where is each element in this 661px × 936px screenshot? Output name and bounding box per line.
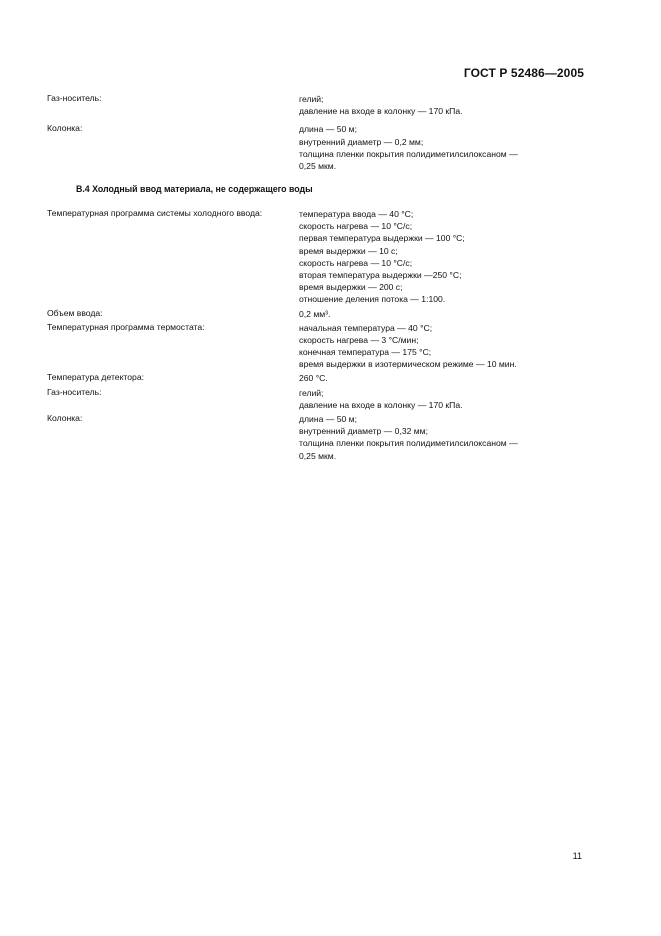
- param-value-line: толщина пленки покрытия полидиметилсилоксаном —: [299, 438, 518, 449]
- param-value-line: давление на входе в колонку — 170 кПа.: [299, 106, 463, 117]
- section-title: В.4 Холодный ввод материала, не содержащего воды: [76, 184, 313, 194]
- param-label: Объем ввода:: [47, 307, 103, 318]
- param-value-line: длина — 50 м;: [299, 414, 357, 424]
- param-row-column: [47, 413, 592, 462]
- param-value-line: время выдержки — 200 с;: [299, 282, 403, 293]
- param-label: Температура детектора:: [47, 372, 144, 383]
- param-value: [299, 387, 592, 411]
- param-value: [299, 322, 592, 371]
- document-standard-header: ГОСТ Р 52486—2005: [463, 66, 584, 80]
- param-value-line: скорость нагрева — 10 °С/с;: [299, 257, 413, 268]
- param-value-line: 0,25 мкм.: [299, 160, 337, 171]
- param-row-carrier-gas: [47, 93, 592, 117]
- param-value-line: толщина пленки покрытия полидиметилсилоксаном —: [299, 148, 518, 159]
- param-value-line: скорость нагрева — 3 °С/мин;: [299, 334, 419, 345]
- param-value-line: гелий;: [299, 94, 324, 104]
- param-label: Колонка:: [47, 123, 83, 134]
- param-row-column: [47, 123, 592, 172]
- param-value-line: 0,2 мм³.: [299, 308, 331, 319]
- param-value: [299, 208, 592, 306]
- param-row-injection-volume: [47, 308, 592, 320]
- parameters-block-1: [47, 93, 592, 172]
- param-value: [299, 372, 592, 384]
- param-label: Температурная программа системы холодного ввода:: [47, 208, 263, 218]
- param-value: [299, 93, 592, 117]
- param-value-line: 0,25 мкм.: [299, 450, 337, 461]
- param-value-line: внутренний диаметр — 0,2 мм;: [299, 136, 424, 147]
- page-number: 11: [572, 851, 582, 861]
- param-value-line: время выдержки в изотермическом режиме — 10 мин.: [299, 359, 517, 370]
- param-row-detector-temperature: [47, 372, 592, 384]
- param-value-line: начальная температура — 40 °С;: [299, 322, 433, 333]
- param-label: Газ-носитель:: [47, 386, 102, 397]
- param-value-line: давление на входе в колонку — 170 кПа.: [299, 399, 463, 410]
- param-value: [299, 123, 592, 172]
- param-value-line: скорость нагрева — 10 °С/с;: [299, 221, 413, 232]
- param-row-carrier-gas: [47, 387, 592, 411]
- param-value: [299, 308, 592, 320]
- param-value-line: длина — 50 м;: [299, 124, 357, 135]
- param-value-line: конечная температура — 175 °С;: [299, 347, 432, 358]
- param-label: Газ-носитель:: [47, 93, 102, 103]
- param-value-line: гелий;: [299, 387, 324, 398]
- param-row-cold-injection-program: [47, 208, 592, 306]
- param-value-line: температура ввода — 40 °С;: [299, 209, 414, 219]
- param-value-line: отношение деления потока — 1:100.: [299, 294, 446, 305]
- parameters-block-2: [47, 208, 592, 462]
- param-value-line: время выдержки — 10 с;: [299, 245, 398, 256]
- param-row-thermostat-program: [47, 322, 592, 371]
- param-label: Колонка:: [47, 413, 83, 423]
- param-value-line: внутренний диаметр — 0,32 мм;: [299, 426, 428, 437]
- param-value-line: вторая температура выдержки —250 °С;: [299, 269, 462, 280]
- param-value-line: 260 °С.: [299, 373, 328, 384]
- param-value: [299, 413, 592, 462]
- param-label: Температурная программа термостата:: [47, 321, 205, 332]
- param-value-line: первая температура выдержки — 100 °С;: [299, 233, 465, 244]
